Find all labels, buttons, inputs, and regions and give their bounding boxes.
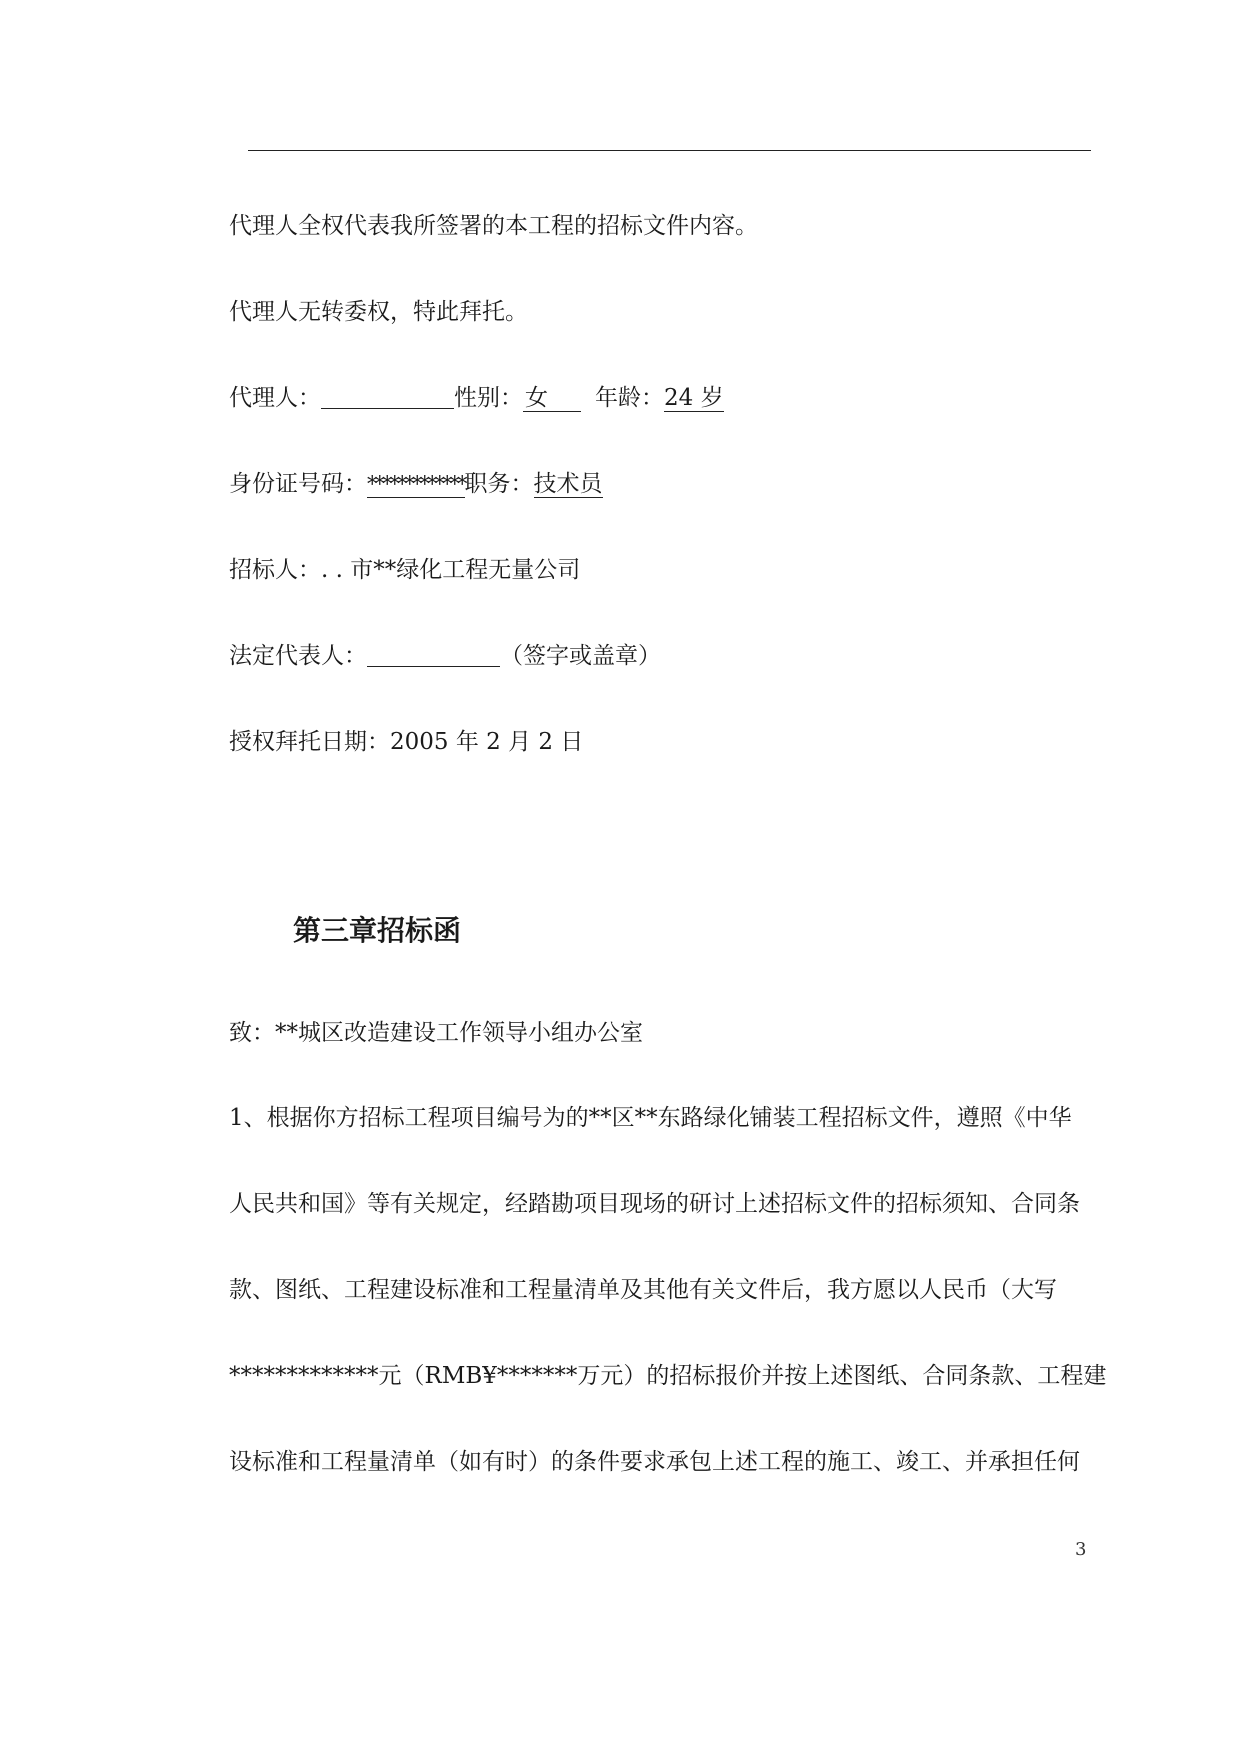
agent-label: 代理人：: [229, 385, 321, 411]
tenderer-line: 招标人：. . 市**绿化工程无量公司: [229, 557, 581, 583]
page-number: 3: [1075, 1539, 1087, 1560]
top-rule: [248, 150, 1091, 151]
paragraph-line-4: *************元（RMB¥*******万元）的招标报价并按上述图纸、合同条款、工程建: [229, 1363, 1107, 1389]
age-value: 24 岁: [664, 385, 724, 411]
sign-or-seal-note: （签字或盖章）: [500, 643, 661, 669]
chapter-title: 第三章招标函: [293, 914, 462, 947]
legal-rep-signature-blank: [367, 642, 500, 667]
authorization-date-line: 授权拜托日期：2005 年 2 月 2 日: [229, 729, 584, 755]
legal-rep-label: 法定代表人：: [229, 643, 367, 669]
addressee-line: 致：**城区改造建设工作领导小组办公室: [229, 1020, 643, 1046]
paragraph-line-1: 1、根据你方招标工程项目编号为的**区**东路绿化铺装工程招标文件，遵照《中华: [229, 1105, 1072, 1131]
id-position-line: [229, 469, 603, 499]
agent-name-blank: [321, 384, 454, 409]
id-number-value: *************: [367, 472, 465, 496]
paragraph-line-3: 款、图纸、工程建设标准和工程量清单及其他有关文件后，我方愿以人民币（大写: [229, 1277, 1057, 1303]
agent-info-line: [229, 383, 724, 413]
no-subdelegation-line: 代理人无转委权，特此拜托。: [229, 299, 528, 325]
paragraph-line-5: 设标准和工程量清单（如有时）的条件要求承包上述工程的施工、竣工、并承担任何: [229, 1449, 1080, 1475]
gender-label: 性别：: [454, 385, 523, 411]
age-label: 年龄：: [595, 385, 664, 411]
paragraph-line-2: 人民共和国》等有关规定，经踏勘项目现场的研讨上述招标文件的招标须知、合同条: [229, 1191, 1080, 1217]
gender-value: 女: [523, 385, 581, 412]
legal-rep-line: [229, 641, 661, 671]
position-value: 技术员: [533, 471, 603, 497]
position-label: 职务：: [464, 471, 534, 497]
id-number-label: 身份证号码：: [229, 471, 367, 497]
authorization-scope-line: 代理人全权代表我所签署的本工程的招标文件内容。: [229, 213, 758, 239]
